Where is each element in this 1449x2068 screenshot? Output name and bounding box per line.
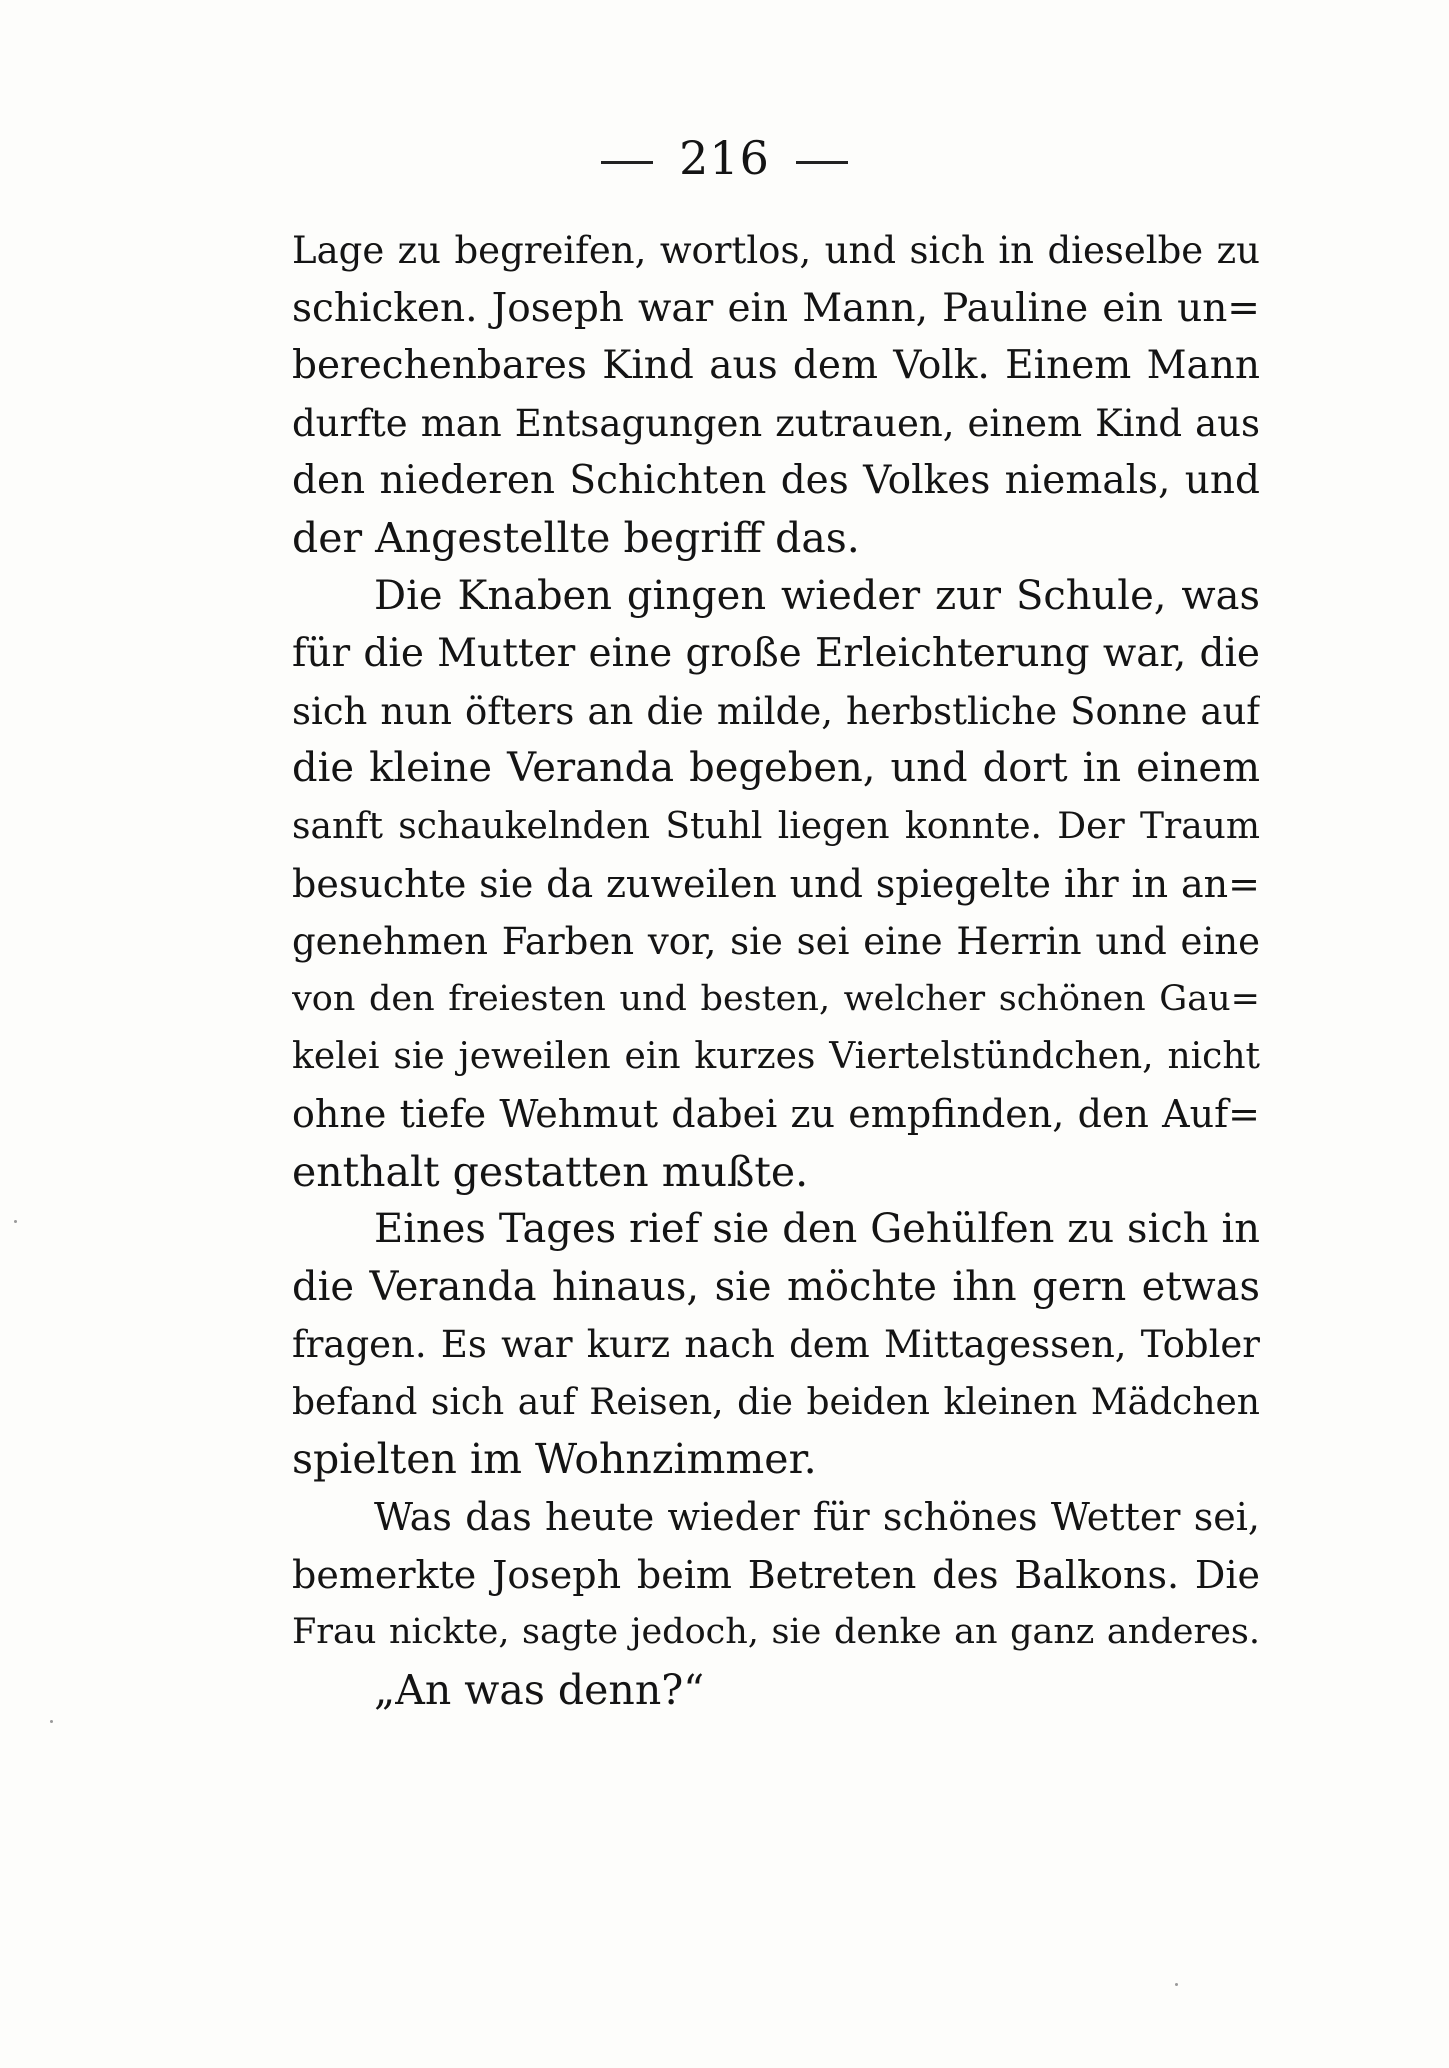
text-line: Die Knaben gingen wieder zur Schule, was [374, 572, 1260, 619]
header-dash-left [601, 161, 653, 164]
text-line: für die Mutter eine große Erleichterung war, die [292, 631, 1260, 677]
text-line: kelei sie jeweilen ein kurzes Viertelstündchen, nicht [292, 1036, 1260, 1078]
scan-speck [14, 1220, 17, 1223]
text-line: sich nun öfters an die milde, herbstliche Sonne auf [292, 689, 1260, 733]
text-line: befand sich auf Reisen, die beiden kleinen Mädchen [292, 1381, 1260, 1423]
text-line: die Veranda hinaus, sie möchte ihn gern etwas [292, 1263, 1260, 1310]
page-header [0, 128, 1449, 188]
text-line: von den freiesten und besten, welcher schönen Gau= [292, 978, 1260, 1019]
text-line: besuchte sie da zuweilen und spiegelte ihr in an= [292, 861, 1260, 906]
text-line: Was das heute wieder für schönes Wetter sei, [374, 1495, 1260, 1540]
text-line: bemerkte Joseph beim Betreten des Balkons. Die [292, 1552, 1260, 1597]
page-number: 216 [679, 131, 770, 185]
text-line: die kleine Veranda begeben, und dort in einem [292, 745, 1260, 792]
scan-speck [1175, 1983, 1178, 1986]
text-line: der Angestellte begriff das. [292, 513, 860, 562]
text-line: schicken. Joseph war ein Mann, Pauline ein un= [292, 285, 1260, 331]
scan-speck [50, 1720, 53, 1723]
text-line: ohne tiefe Wehmut dabei zu empfinden, den Auf= [292, 1091, 1260, 1136]
text-line: durfte man Entsagungen zutrauen, einem Kind aus [292, 401, 1260, 445]
header-dash-right [796, 161, 848, 164]
text-line: „An was denn?“ [374, 1665, 705, 1714]
text-line: Lage zu begreifen, wortlos, und sich in dieselbe zu [292, 229, 1260, 272]
text-line: den niederen Schichten des Volkes niemals, und [292, 458, 1260, 504]
text-line: genehmen Farben vor, sie sei eine Herrin und eine [292, 920, 1260, 964]
text-line: fragen. Es war kurz nach dem Mittagessen, Tobler [292, 1323, 1260, 1367]
text-line: Eines Tages rief sie den Gehülfen zu sich in [374, 1206, 1260, 1253]
text-line: spielten im Wohnzimmer. [292, 1435, 817, 1484]
body-text [292, 222, 1260, 1719]
text-line: enthalt gestatten mußte. [292, 1147, 809, 1196]
text-line: sanft schaukelnden Stuhl liegen konnte. Der Traum [292, 805, 1260, 847]
text-line: berechenbares Kind aus dem Volk. Einem Mann [292, 343, 1260, 389]
text-line: Frau nickte, sagte jedoch, sie denke an ganz anderes. [292, 1612, 1260, 1653]
